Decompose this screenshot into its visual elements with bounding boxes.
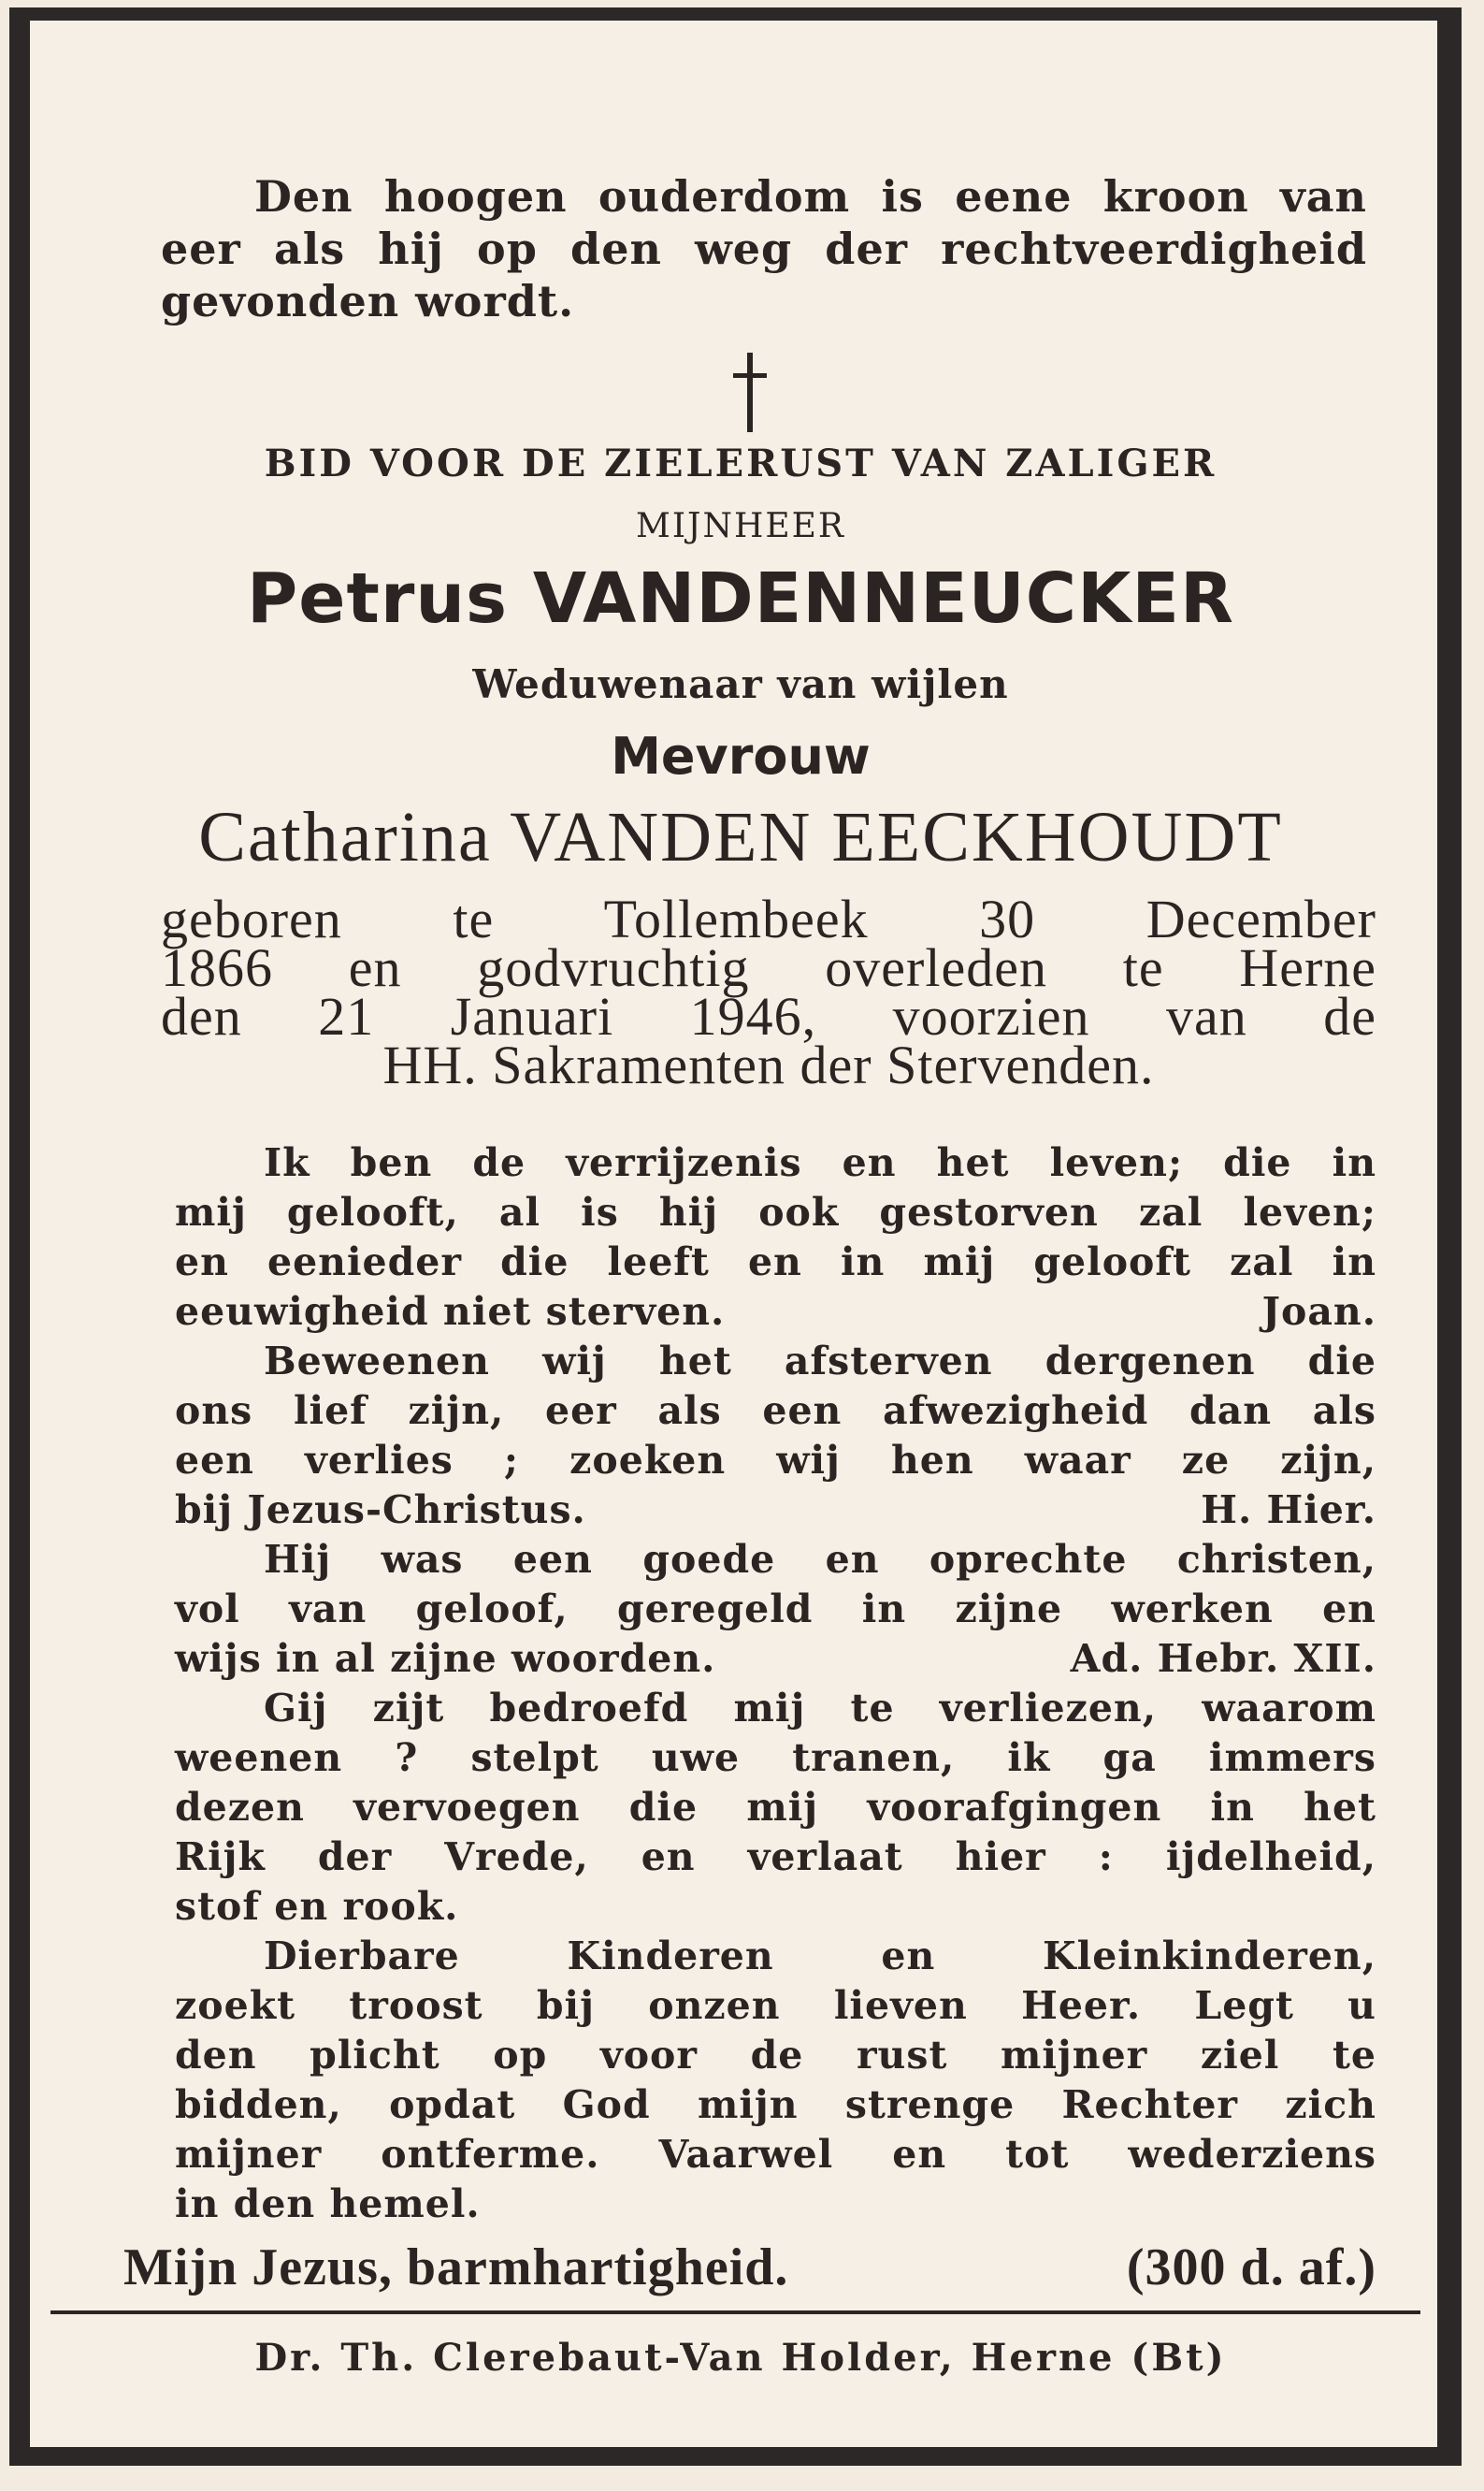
quote-line: stof en rook. [175,1884,459,1929]
bio-line: geboren te Tollembeek 30 December [161,889,1376,949]
bio-line: 1866 en godvruchtig overleden te Herne [161,937,1376,998]
quote-source: H. Hier. [1201,1487,1376,1532]
divider [50,2310,1420,2314]
quote-line: vol van geloof, geregeld in zijne werken en [175,1586,1376,1631]
quote-block [175,1138,1376,1337]
quote-source: Ad. Hebr. XII. [1070,1636,1376,1681]
biography [161,889,1376,1095]
quote-line: mij gelooft, al is hij ook gestorven zal leven; [175,1190,1376,1235]
quote-line: bij Jezus-Christus. [175,1487,586,1532]
memorial-card [9,7,1462,2466]
quote-block [175,1535,1376,1684]
quote-block [175,1932,1376,2229]
quote-block [175,1337,1376,1535]
quote-line: een verlies ; zoeken wij hen waar ze zijn, [175,1438,1376,1483]
quote-line: ons lief zijn, eer als een afwezigheid dan als [175,1388,1376,1433]
epigraph-line: Den hoogen ouderdom is eene kroon van [254,171,1367,222]
honorific-title: MIJNHEER [635,507,846,545]
quote-block [175,1684,1376,1932]
quote-line: bidden, opdat God mijn strenge Rechter zich [175,2082,1376,2127]
indulgence-text: (300 d. af.) [1126,2238,1376,2296]
closing-prayer [123,2238,1376,2297]
epigraph-line: eer als hij op den weg der rechtveerdigheid [161,224,1367,274]
bio-line: HH. Sakramenten der Stervenden. [382,1035,1155,1095]
quote-line: Beweenen wij het afsterven dergenen die [264,1339,1376,1383]
spouse-name: Catharina VANDEN EECKHOUDT [198,798,1283,876]
quote-line: Rijk der Vrede, en verlaat hier : ijdelheid, [175,1834,1376,1879]
quote-line: dezen vervoegen die mij voorafgingen in het [175,1785,1376,1830]
quote-source: Joan. [1261,1289,1376,1334]
cross-icon [731,353,769,432]
deceased-name: Petrus VANDENNEUCKER [247,558,1234,639]
relation-text: Weduwenaar van wijlen [472,661,1009,707]
closing-prayer-text: Mijn Jezus, barmhartigheid. [123,2238,789,2296]
quote-line: in den hemel. [175,2181,481,2226]
quote-line: en eenieder die leeft en in mij gelooft zal in [175,1239,1376,1284]
spouse-title: Mevrouw [611,727,871,786]
quote-line: mijner ontferme. Vaarwel en tot wederziens [175,2132,1376,2177]
quote-line: den plicht op voor de rust mijner ziel te [175,2033,1376,2078]
printer-imprint: Dr. Th. Clerebaut-Van Holder, Herne (Bt) [254,2336,1227,2380]
quote-line: Hij was een goede en oprechte christen, [264,1537,1376,1582]
epigraph-line: gevonden wordt. [161,276,575,326]
quote-line: wijs in al zijne woorden. [175,1636,716,1681]
quote-line: Dierbare Kinderen en Kleinkinderen, [264,1933,1376,1978]
quote-line: weenen ? stelpt uwe tranen, ik ga immers [175,1735,1376,1780]
epigraph [161,170,1367,327]
quote-line: Gij zijt bedroefd mij te verliezen, waarom [264,1686,1376,1731]
scripture-quotes [175,1138,1376,2229]
bio-line: den 21 Januari 1946, voorzien van de [161,986,1376,1047]
quote-line: Ik ben de verrijzenis en het leven; die in [264,1140,1376,1185]
prayer-heading: BID VOOR DE ZIELERUST VAN ZALIGER [264,442,1217,485]
quote-line: eeuwigheid niet sterven. [175,1289,726,1334]
quote-line: zoekt troost bij onzen lieven Heer. Legt u [175,1983,1376,2028]
